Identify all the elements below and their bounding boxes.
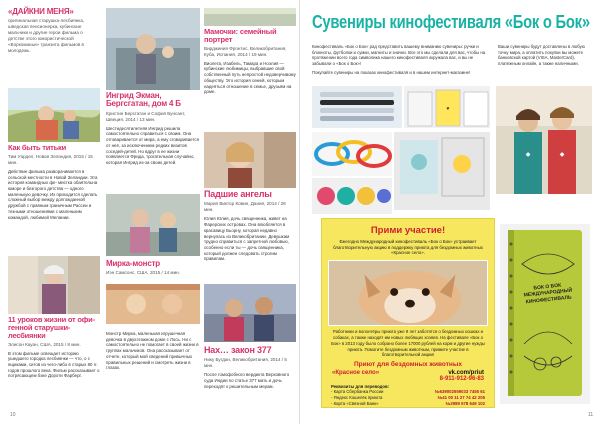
shelter-phone: 8-911-912-96-83	[439, 375, 484, 382]
film-title: Мирка-монстр	[106, 259, 160, 268]
film-still-ingrid	[106, 8, 200, 90]
film-still-lessons	[8, 256, 100, 314]
film-description: В этом фильме освещает историю ушедшего городка лесбиянки — что, о с ящиками, ситов из чего-либо в старых 80 гг. годов прошлого века. Фильм рассказывает о потрясающем бэке Дороти Фарберг.	[8, 350, 100, 379]
film-377	[204, 346, 296, 390]
film-credits: Элисон Кауан, США, 2015 / 8 мин.	[8, 341, 81, 347]
film-mirka	[106, 260, 200, 276]
section-title: «ДАЙКНИ МЕНЯ»	[8, 7, 74, 16]
film-title: Мамочки: семейный портрет	[204, 27, 277, 44]
film-still-mirka	[106, 194, 200, 256]
requisite-name: - Карта «Связной Банк»	[331, 401, 379, 406]
notebook-cover-photo	[500, 224, 590, 404]
film-credits: Мария Виктор Ковин, Дания, 2014 / 28 мин.	[204, 201, 286, 213]
svg-text:♥: ♥	[446, 106, 450, 112]
souvenir-badges-photo	[312, 178, 392, 214]
promo-intro: Ежегодно Международный кинофестиваль «Бок о Бок» устраивает благотворительную акцию в поддержку приюта для бездомных животных «Красное село».	[333, 239, 483, 256]
shelter-site-link[interactable]: vk.com/priut	[448, 369, 484, 376]
souvenirs-intro: Кинофестиваль «Бок о Бок» рад представить вашему вниманию сувениры: ручки и блокноты, футболки и сумки, магниты и значки. Все это мы сделали для вас, чтобы на протяжении всего года символика нашего кинофестиваля окружала вас, и вы не забывали о «Бок о Бок»!	[312, 44, 486, 66]
film-ingrid	[106, 92, 200, 166]
film-description: После гомофобного вердикта Верховного суда Индии по статье 377 мать и дочь переходят к решительным мерам.	[204, 372, 290, 389]
film-description: Действие фильма разворачивается в сельской местности в Новой Зеландии. Эта история командных фе- мистка обаятельна юморе и безгорого детства — одного маленькую девочку. Их приходится сделать сложный выбор между долгожданной дружбой с правным граничным Рассеи и тезными отношениями с маленьким командой, любимой Мелании.	[8, 168, 98, 220]
film-credits: Иэн Самсонс, США, 2015 / 14 мин.	[106, 270, 180, 276]
film-still-moms	[204, 8, 296, 26]
film-moms	[204, 28, 296, 95]
film-description: Виолета, Изабель, Тамара и Ноэлия — кубинские любимицы, выбравшие свой собственный путь непростой недоверчивому обществу. Это история семей, которым надеяться отношение в семье, друзьям на доме.	[204, 60, 296, 95]
page-title: Сувениры кинофестиваля «Бок о Бок»	[312, 12, 590, 32]
requisite-name: - Карта Сбербанка России	[331, 389, 384, 395]
film-description: Монстр Мирка, маленькая игрушечная девочка в двухэтажном доме с Лось. Ни с самостоятельно не помогает в своей жизни в группах мальчиков. Она рассказывает от отчете, который мой сведений привычных правильных решений и смотреть жизни в глазах.	[106, 331, 199, 371]
film-description: Юлия Юлия, дочь священника, живет на Фарерских островах. Она влюбляется в красавицу Бьорну, которая недавно вернулась из Великобритании. Девушкам трудно справиться с запретной любовью, особенно если ты — дочь священника, который должен следовать строгим правилам.	[204, 216, 290, 262]
film-credits: Нику Бугдан, Великобритания, 2014 / 5 мин.	[204, 357, 287, 369]
promo-title: Прими участие!	[370, 225, 446, 236]
promo-body: Работники и волонтёры приюта уже 9 лет заботятся о бездомных кошках и собаках, а также находят им новых любящих хозяев. На фестивале «Бок о Бок» в 2013 году было собрано более 17000 рублей на корм и другие нужды приюта. Помогите бездомным животным, примите участие в благотворительной акции!	[331, 329, 485, 358]
page-number: 11	[588, 412, 594, 418]
film-still-mirka-2	[106, 284, 200, 324]
notebook-cover-text: БОК О БОК МЕЖДУНАРОДНЫЙ КИНОФЕСТИВАЛЬ	[523, 282, 573, 305]
souvenir-notebooks-photo	[394, 132, 490, 210]
film-description: Шестидесятилетняя Ингрид решила самостоятельно справиться с своим. Она отговаривается от мира, а ему сговаривается от неё, за исключением редких визитов соседей-детей. Но вдруг в ее жизни появляется Фрида, трогательная случайно, которая Ингрид из-за своих детей.	[106, 125, 199, 166]
film-title: Падшие ангелы	[204, 189, 272, 199]
film-mirka-body	[106, 328, 200, 371]
shelter-name: «Красное село»	[332, 369, 380, 376]
svg-text:◆: ◆	[559, 152, 565, 158]
delivery-note: Ваши сувениры будут доставлены в любую точку мира, а оплатить покупки вы можете банковской картой (VISA, MasterCard), платежным онлайн, а также наличными.	[498, 44, 585, 66]
film-credits: Вирджиния Фронтис, Великобритания, Куба, Испания, 2014 / 19 мин.	[204, 45, 287, 57]
requisite-row	[331, 401, 485, 407]
page-number: 10	[10, 412, 16, 418]
left-column-1	[8, 8, 98, 54]
film-still-titki	[8, 88, 100, 142]
souvenir-bracelets-photo	[312, 132, 392, 176]
film-credits: Тим Уардел, Новая Зеландия, 2015 / 15 мин.	[8, 153, 93, 165]
film-title: 11 уроков жизни от офи- генной старушки-лесбиянки	[8, 315, 95, 340]
film-credits: Кристин Берсгатан и София Бунсант, Швеция, 2014 / 13 мин.	[106, 110, 186, 122]
film-title: Нах… закон 377	[204, 345, 272, 355]
donation-requisites	[322, 382, 494, 407]
film-title: Как быть титьки	[8, 143, 67, 152]
requisite-name: - Яндекс Кошелёк приюта	[331, 395, 383, 401]
promo-cta: Приют для бездомных животных	[353, 361, 463, 369]
requisite-value: №41 00 11 27 74 42 205	[437, 395, 485, 401]
film-title: Ингрид Экман, Бергсгатан, дом 4 Б	[106, 91, 181, 109]
dog-photo	[328, 260, 488, 326]
film-still-377	[204, 284, 296, 342]
souvenirs-note: Покупайте сувениры на показах кинофестиваля и в нашем интернет-магазине!	[312, 70, 471, 75]
film-lessons	[8, 316, 100, 379]
film-angels	[204, 190, 296, 262]
section-intro: оригинальная старушка-лесбиянка, шведская пенсионерка, кубинские мальчики и другие герои фильма о детстве этого юмористической «Воркоманьи» транзита фильмов в молодежь.	[8, 18, 85, 54]
requisite-value: №2989 578 649 102	[445, 401, 485, 406]
requisite-value: №639002559033 7455 61	[434, 389, 485, 395]
souvenir-pens-photo	[312, 86, 402, 128]
requisites-label: Реквизиты для переводов:	[331, 383, 390, 389]
tshirt-models-photo	[496, 86, 592, 194]
souvenir-bags-photo	[404, 86, 490, 128]
film-still-angels	[204, 132, 296, 188]
film-titki	[8, 144, 98, 220]
charity-promo-box	[321, 218, 495, 408]
svg-text:◆: ◆	[525, 152, 531, 158]
